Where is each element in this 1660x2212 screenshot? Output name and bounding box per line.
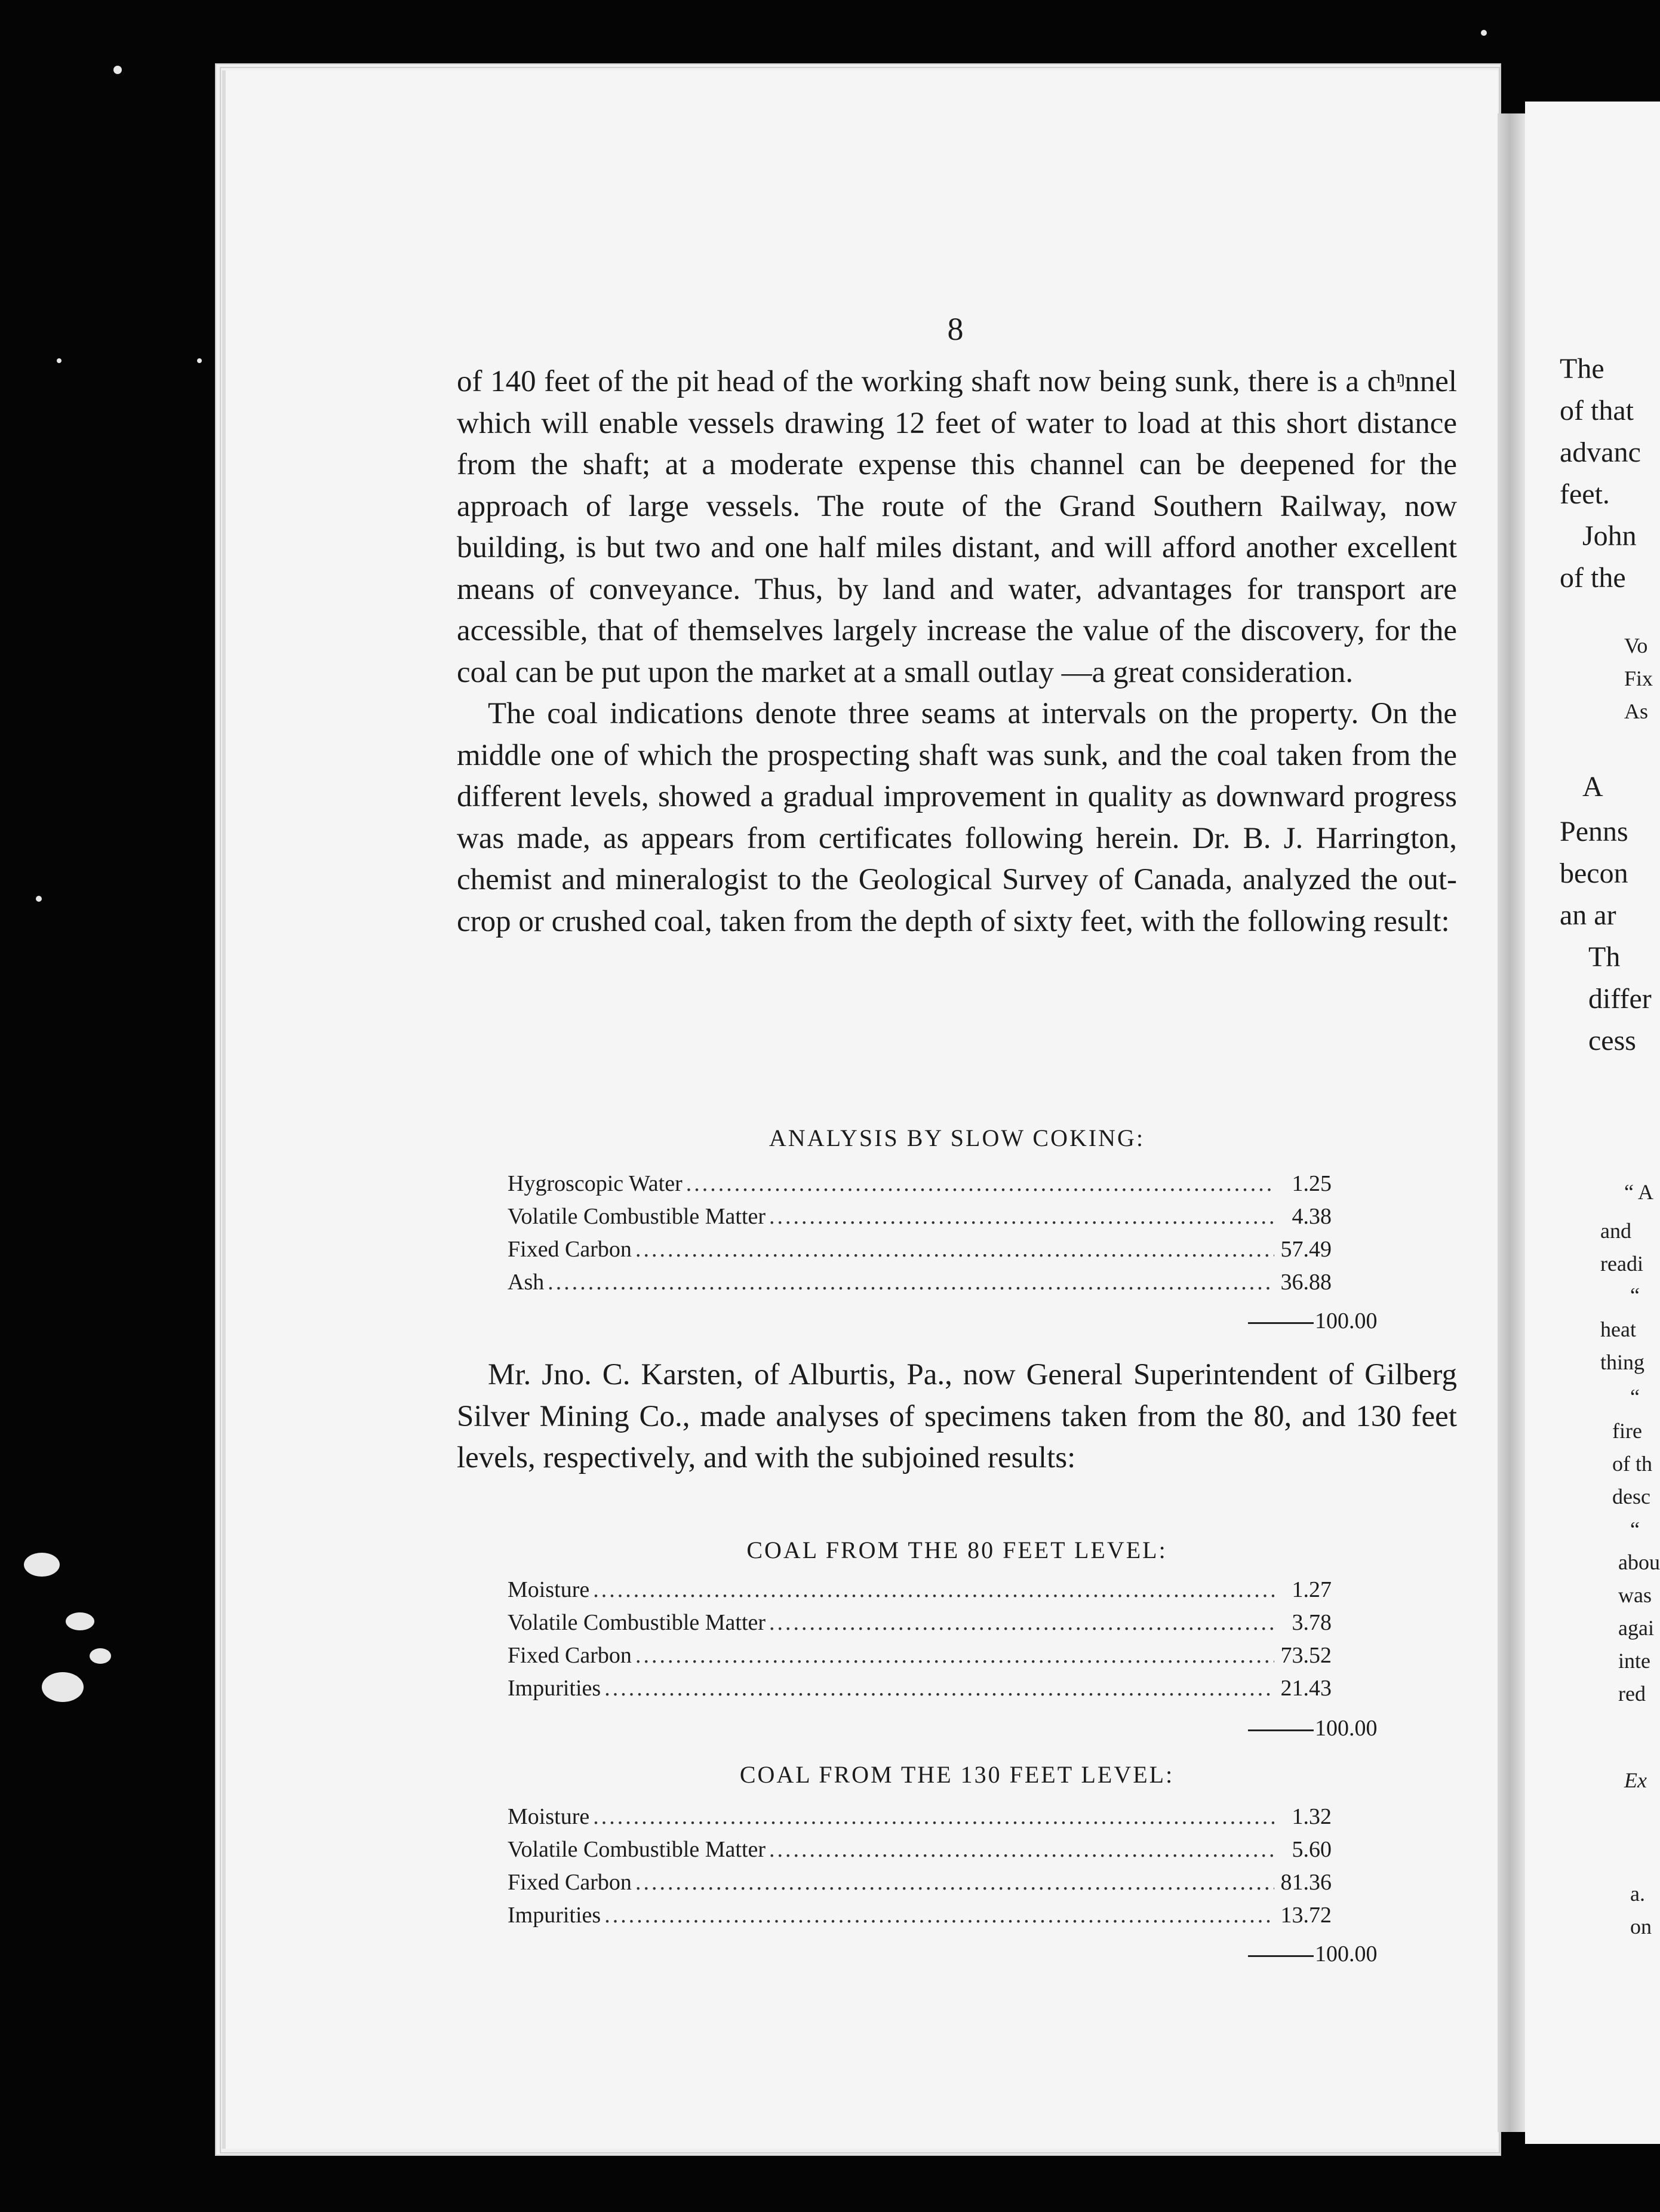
table-total	[1248, 1715, 1378, 1741]
facing-page-text: desc	[1612, 1485, 1650, 1509]
facing-page-text: red	[1618, 1682, 1646, 1706]
facing-page-text: The	[1560, 353, 1604, 385]
facing-page-text: abou	[1618, 1550, 1660, 1574]
row-value: 57.49	[1280, 1237, 1332, 1262]
table-heading: ANALYSIS BY SLOW COKING:	[768, 1125, 1145, 1151]
background-speck	[1481, 30, 1487, 36]
facing-page-text: heat	[1600, 1317, 1636, 1341]
analysis-table	[508, 1804, 1332, 1935]
facing-page-text: As	[1624, 699, 1649, 723]
table-row	[508, 1804, 1332, 1836]
row-value: 3.78	[1292, 1610, 1332, 1635]
row-label: Volatile Combustible Matter	[508, 1837, 766, 1862]
facing-page-text: cess	[1588, 1025, 1636, 1056]
background-speck	[197, 358, 202, 363]
table-row	[508, 1675, 1332, 1708]
facing-page-text: of the	[1560, 562, 1626, 594]
facing-page-text: was	[1618, 1583, 1652, 1607]
row-label: Moisture	[508, 1577, 590, 1602]
table-row	[508, 1577, 1332, 1609]
background-speck	[36, 896, 42, 902]
row-value: 13.72	[1280, 1903, 1332, 1928]
facing-page-text: advanc	[1560, 437, 1641, 468]
facing-page-text: an ar	[1560, 899, 1616, 931]
page-number: 8	[947, 311, 964, 347]
row-value: 36.88	[1280, 1270, 1332, 1295]
facing-page-text: fire	[1612, 1419, 1642, 1443]
facing-page-text: feet.	[1560, 478, 1610, 510]
facing-page-text: A	[1582, 771, 1603, 803]
paragraph: of 140 feet of the pit head of the working shaft now being sunk, there is a chᵑnnel which will enable vessels drawing 12 feet of water to load at this short distance from the shaft; at a moderate expense this channel can be deepened for the approach of large vessels. The route of the Grand Southern Railway, now building, is but two and one half miles distant, and will afford another excellent means of conveyance. Thus, by land and water, advantages for transport are accessible, that of themselves largely increase the value of the discovery, for the coal can be put upon the market at a small outlay —a great consideration.	[457, 365, 1457, 689]
total-value: 100.00	[1315, 1716, 1378, 1741]
row-label: Ash	[508, 1270, 545, 1295]
background-speck	[113, 66, 122, 74]
row-value: 21.43	[1280, 1676, 1332, 1701]
row-label: Hygroscopic Water	[508, 1171, 683, 1196]
table-row	[508, 1609, 1332, 1642]
facing-page-text: of th	[1612, 1452, 1652, 1476]
table-row	[508, 1236, 1332, 1269]
paragraph: Mr. Jno. C. Karsten, of Alburtis, Pa., now General Superintendent of Gilberg Silver Mining Co., made analyses of specimens taken from the 80, and 130 feet levels, respectively, and with the subjoined results:	[457, 1358, 1457, 1474]
row-value: 5.60	[1292, 1837, 1332, 1862]
facing-page-text: Ex	[1624, 1768, 1647, 1792]
row-label: Volatile Combustible Matter	[508, 1610, 766, 1635]
facing-page-text: readi	[1600, 1252, 1643, 1276]
table-row	[508, 1642, 1332, 1675]
table-row	[508, 1902, 1332, 1935]
table-row	[508, 1170, 1332, 1203]
facing-page-text: agai	[1618, 1616, 1654, 1640]
row-value: 1.27	[1292, 1577, 1332, 1602]
facing-page-text: thing	[1600, 1350, 1645, 1374]
row-value: 81.36	[1280, 1870, 1332, 1895]
table-total	[1248, 1308, 1378, 1334]
row-label: Moisture	[508, 1804, 590, 1829]
row-value: 73.52	[1280, 1643, 1332, 1668]
body-text-top	[457, 361, 1457, 942]
facing-page-text: Vo	[1624, 634, 1648, 658]
facing-page-text: “	[1630, 1385, 1640, 1409]
analysis-table	[508, 1170, 1332, 1302]
facing-page-text: a.	[1630, 1882, 1645, 1906]
table-total	[1248, 1941, 1378, 1967]
row-label: Fixed Carbon	[508, 1643, 632, 1668]
row-value: 4.38	[1292, 1204, 1332, 1229]
total-value: 100.00	[1315, 1941, 1378, 1967]
body-text-middle	[457, 1354, 1457, 1479]
background-speck	[42, 1672, 84, 1702]
facing-page-text: “	[1630, 1283, 1640, 1307]
table-row	[508, 1836, 1332, 1869]
row-value: 1.32	[1292, 1804, 1332, 1829]
background-speck	[66, 1612, 94, 1630]
row-label: Fixed Carbon	[508, 1870, 632, 1895]
background-speck	[57, 358, 62, 363]
book-gutter	[1498, 113, 1525, 2132]
facing-page-text: “ A	[1624, 1180, 1653, 1204]
facing-page-text: on	[1630, 1915, 1652, 1938]
row-value: 1.25	[1292, 1171, 1332, 1196]
facing-page-text: John	[1582, 520, 1637, 552]
row-label: Impurities	[508, 1676, 601, 1701]
facing-page-text: becon	[1560, 858, 1628, 889]
table-row	[508, 1269, 1332, 1302]
facing-page-text: Fix	[1624, 666, 1653, 690]
background-speck	[24, 1553, 60, 1577]
facing-page-text: inte	[1618, 1649, 1650, 1673]
background-speck	[90, 1648, 111, 1664]
table-row	[508, 1203, 1332, 1236]
facing-page-text: “	[1630, 1517, 1640, 1541]
paragraph: The coal indications denote three seams at intervals on the property. On the middle one of which the prospecting shaft was sunk, and the coal taken from the different levels, showed a gradual improvement in quality as downward progress was made, as appears from certificates following herein. Dr. B. J. Harrington, chemist and mineralogist to the Geological Survey of Canada, analyzed the out-crop or crushed coal, taken from the depth of sixty feet, with the following result:	[457, 697, 1457, 938]
table-row	[508, 1869, 1332, 1902]
table-heading: COAL FROM THE 130 FEET LEVEL:	[739, 1761, 1175, 1788]
row-label: Fixed Carbon	[508, 1237, 632, 1262]
facing-page-text: differ	[1588, 983, 1652, 1015]
total-value: 100.00	[1315, 1308, 1378, 1334]
facing-page-text: Penns	[1560, 816, 1628, 847]
row-label: Volatile Combustible Matter	[508, 1204, 766, 1229]
table-heading: COAL FROM THE 80 FEET LEVEL:	[746, 1537, 1167, 1563]
facing-page-text: and	[1600, 1219, 1631, 1243]
row-label: Impurities	[508, 1903, 601, 1928]
facing-page-text: Th	[1588, 941, 1621, 973]
analysis-table	[508, 1577, 1332, 1708]
facing-page-text: of that	[1560, 395, 1634, 426]
